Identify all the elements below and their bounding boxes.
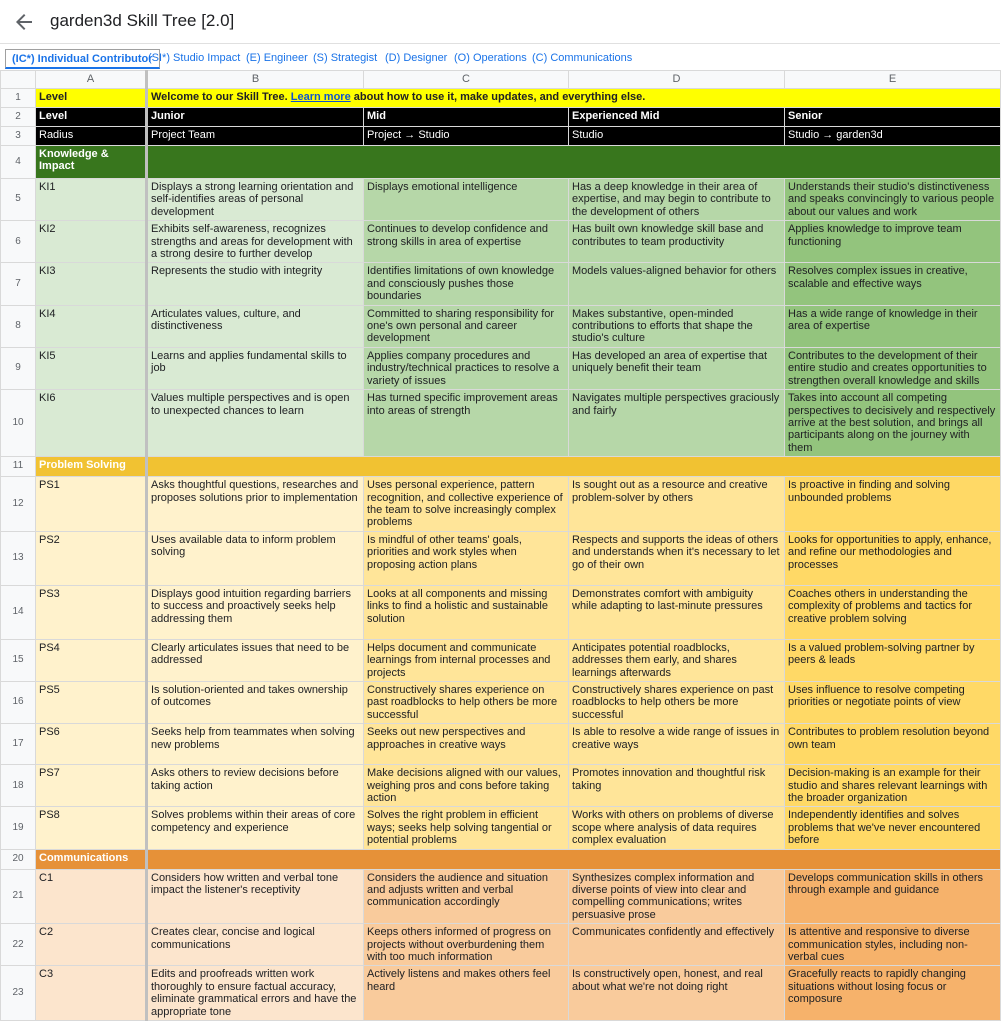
cell-level-label[interactable]: Level xyxy=(36,89,147,108)
row-number[interactable]: 8 xyxy=(1,305,36,347)
cell-junior[interactable]: Edits and proofreads written work thoroughly to ensure factual accuracy, eliminate grammatical errors and have the appropriate tone xyxy=(147,966,364,1021)
cell-junior[interactable]: Considers how written and verbal tone impact the listener's receptivity xyxy=(147,869,364,924)
row-number[interactable]: 12 xyxy=(1,477,36,532)
cell-junior[interactable]: Articulates values, culture, and distinctiveness xyxy=(147,305,364,347)
cell-senior[interactable]: Coaches others in understanding the complexity of problems and tactics for creative problem solving xyxy=(785,585,1001,639)
cell-experienced-mid[interactable]: Anticipates potential roadblocks, addresses them early, and shares learnings afterwards xyxy=(569,639,785,681)
cell-skill-id[interactable]: KI1 xyxy=(36,179,147,221)
cell-experienced-mid[interactable]: Has a deep knowledge in their area of expertise, and may begin to contribute to the development of others xyxy=(569,179,785,221)
tab-operations[interactable]: (O) Operations xyxy=(454,52,527,64)
cell-mid[interactable]: Keeps others informed of progress on projects without overburdening them with too much information xyxy=(364,924,569,966)
row-number[interactable]: 7 xyxy=(1,263,36,305)
cell-mid[interactable]: Considers the audience and situation and adjusts written and verbal communication accordingly xyxy=(364,869,569,924)
cell-experienced-mid[interactable]: Navigates multiple perspectives graciously and fairly xyxy=(569,390,785,457)
cell-experienced-mid[interactable]: Respects and supports the ideas of others and understands when it's necessary to let go of their own xyxy=(569,531,785,585)
table-row xyxy=(1,347,1001,389)
cell-mid[interactable]: Is mindful of other teams' goals, priorities and work styles when proposing action plans xyxy=(364,531,569,585)
tab-engineer[interactable]: (E) Engineer xyxy=(246,52,308,64)
column-header-e[interactable]: E xyxy=(785,71,1001,89)
section-problem-solving[interactable]: Problem Solving xyxy=(36,457,147,477)
table-row xyxy=(1,305,1001,347)
cell-skill-id[interactable]: KI5 xyxy=(36,347,147,389)
row-number[interactable]: 16 xyxy=(1,681,36,723)
table-row xyxy=(1,127,1001,146)
cell-senior[interactable]: Contributes to problem resolution beyond own team xyxy=(785,724,1001,765)
cell-senior[interactable]: Contributes to the development of their entire studio and creates opportunities to strengthen overall knowledge and skills xyxy=(785,347,1001,389)
cell-experienced-mid[interactable]: Has developed an area of expertise that uniquely benefit their team xyxy=(569,347,785,389)
cell-mid[interactable]: Constructively shares experience on past roadblocks to help others be more successful xyxy=(364,681,569,723)
section-fill[interactable] xyxy=(147,849,1001,869)
table-row xyxy=(1,221,1001,263)
row-number[interactable]: 15 xyxy=(1,639,36,681)
table-row xyxy=(1,639,1001,681)
table-row xyxy=(1,869,1001,924)
cell-mid[interactable]: Helps document and communicate learnings from internal processes and projects xyxy=(364,639,569,681)
column-header-c[interactable]: C xyxy=(364,71,569,89)
cell-junior[interactable]: Asks thoughtful questions, researches and proposes solutions prior to implementation xyxy=(147,477,364,532)
row-number[interactable]: 13 xyxy=(1,531,36,585)
cell-experienced-mid[interactable]: Synthesizes complex information and diverse points of view into clear and compelling communications; writes persuasive prose xyxy=(569,869,785,924)
cell-mid[interactable]: Identifies limitations of own knowledge and consciously pushes those boundaries xyxy=(364,263,569,305)
cell-skill-id[interactable]: PS8 xyxy=(36,807,147,849)
cell-senior[interactable]: Is attentive and responsive to diverse communication styles, including non-verbal cues xyxy=(785,924,1001,966)
table-row xyxy=(1,724,1001,765)
row-number[interactable]: 6 xyxy=(1,221,36,263)
row-number[interactable]: 5 xyxy=(1,179,36,221)
cell-skill-id[interactable]: PS4 xyxy=(36,639,147,681)
row-number[interactable]: 23 xyxy=(1,966,36,1021)
row-number[interactable]: 9 xyxy=(1,347,36,389)
cell-skill-id[interactable]: C3 xyxy=(36,966,147,1021)
cell-mid[interactable]: Continues to develop confidence and strong skills in area of expertise xyxy=(364,221,569,263)
cell-senior[interactable]: Develops communication skills in others through example and guidance xyxy=(785,869,1001,924)
cell-senior[interactable]: Decision-making is an example for their studio and shares relevant learnings with the broader organization xyxy=(785,765,1001,807)
cell-senior[interactable]: Looks for opportunities to apply, enhance, and refine our methodologies and processes xyxy=(785,531,1001,585)
cell-mid[interactable]: Solves the right problem in efficient ways; seeks help solving tangential or potential problems xyxy=(364,807,569,849)
welcome-cell[interactable] xyxy=(147,89,1001,108)
cell-radius-junior[interactable]: Project Team xyxy=(147,127,364,146)
table-row xyxy=(1,263,1001,305)
cell-junior[interactable]: Junior xyxy=(147,108,364,127)
column-header-b[interactable]: B xyxy=(147,71,364,89)
cell-mid[interactable]: Has turned specific improvement areas into areas of strength xyxy=(364,390,569,457)
cell-skill-id[interactable]: PS5 xyxy=(36,681,147,723)
row-number[interactable]: 21 xyxy=(1,869,36,924)
cell-experienced-mid[interactable]: Models values-aligned behavior for others xyxy=(569,263,785,305)
row-number[interactable]: 19 xyxy=(1,807,36,849)
table-row xyxy=(1,390,1001,457)
table-row xyxy=(1,477,1001,532)
column-header-row xyxy=(1,71,1001,89)
cell-junior[interactable]: Creates clear, concise and logical communications xyxy=(147,924,364,966)
section-communications[interactable]: Communications xyxy=(36,849,147,869)
row-number[interactable]: 1 xyxy=(1,89,36,108)
cell-radius-mid[interactable]: Project → Studio xyxy=(364,127,569,146)
table-row xyxy=(1,108,1001,127)
cell-mid[interactable]: Uses personal experience, pattern recognition, and collective experience of the team to solve increasingly complex problems xyxy=(364,477,569,532)
row-number[interactable]: 10 xyxy=(1,390,36,457)
row-number[interactable]: 3 xyxy=(1,127,36,146)
section-header-row xyxy=(1,457,1001,477)
tab-studio-impact[interactable]: (SI*) Studio Impact xyxy=(148,52,241,64)
select-all-corner[interactable] xyxy=(1,71,36,89)
cell-experienced-mid[interactable]: Promotes innovation and thoughtful risk taking xyxy=(569,765,785,807)
cell-mid[interactable]: Make decisions aligned with our values, weighing pros and cons before taking action xyxy=(364,765,569,807)
cell-experienced-mid[interactable]: Works with others on problems of diverse scope where analysis of data requires complex evaluation xyxy=(569,807,785,849)
cell-mid[interactable]: Looks at all components and missing links to find a holistic and sustainable solution xyxy=(364,585,569,639)
table-row xyxy=(1,531,1001,585)
cell-experienced-mid[interactable]: Constructively shares experience on past roadblocks to help others be more successful xyxy=(569,681,785,723)
cell-experienced-mid[interactable]: Demonstrates comfort with ambiguity while adapting to last-minute pressures xyxy=(569,585,785,639)
cell-mid[interactable]: Actively listens and makes others feel heard xyxy=(364,966,569,1021)
back-arrow-icon[interactable] xyxy=(12,10,36,34)
sheet-tab-bar xyxy=(0,46,1000,70)
cell-senior[interactable]: Independently identifies and solves problems that we've never encountered before xyxy=(785,807,1001,849)
row-number[interactable]: 17 xyxy=(1,724,36,765)
cell-junior[interactable]: Exhibits self-awareness, recognizes strengths and areas for development with a strong desire to further develop xyxy=(147,221,364,263)
cell-mid[interactable]: Seeks out new perspectives and approaches in creative ways xyxy=(364,724,569,765)
cell-junior[interactable]: Seeks help from teammates when solving new problems xyxy=(147,724,364,765)
cell-junior[interactable]: Values multiple perspectives and is open to unexpected chances to learn xyxy=(147,390,364,457)
cell-experienced-mid[interactable]: Has built own knowledge skill base and contributes to team productivity xyxy=(569,221,785,263)
cell-senior[interactable]: Is a valued problem-solving partner by peers & leads xyxy=(785,639,1001,681)
row-number[interactable]: 11 xyxy=(1,457,36,477)
cell-skill-id[interactable]: KI4 xyxy=(36,305,147,347)
cell-skill-id[interactable]: KI3 xyxy=(36,263,147,305)
cell-level[interactable]: Level xyxy=(36,108,147,127)
row-number[interactable]: 20 xyxy=(1,849,36,869)
cell-senior[interactable]: Is proactive in finding and solving unbounded problems xyxy=(785,477,1001,532)
cell-experienced-mid[interactable]: Is sought out as a resource and creative problem-solver by others xyxy=(569,477,785,532)
cell-junior[interactable]: Asks others to review decisions before taking action xyxy=(147,765,364,807)
cell-junior[interactable]: Solves problems within their areas of core competency and experience xyxy=(147,807,364,849)
table-row xyxy=(1,179,1001,221)
table-row xyxy=(1,924,1001,966)
spreadsheet-grid[interactable] xyxy=(0,70,1000,1018)
cell-skill-id[interactable]: PS7 xyxy=(36,765,147,807)
skill-tree-table xyxy=(0,70,1001,1021)
tab-strategist[interactable]: (S) Strategist xyxy=(313,52,378,64)
cell-senior[interactable]: Applies knowledge to improve team functioning xyxy=(785,221,1001,263)
column-header-d[interactable]: D xyxy=(569,71,785,89)
row-number[interactable]: 18 xyxy=(1,765,36,807)
cell-mid[interactable]: Displays emotional intelligence xyxy=(364,179,569,221)
section-fill[interactable] xyxy=(147,146,1001,179)
table-row xyxy=(1,585,1001,639)
cell-skill-id[interactable]: PS6 xyxy=(36,724,147,765)
row-number[interactable]: 2 xyxy=(1,108,36,127)
cell-mid[interactable]: Mid xyxy=(364,108,569,127)
column-header-a[interactable]: A xyxy=(36,71,147,89)
cell-junior[interactable]: Clearly articulates issues that need to be addressed xyxy=(147,639,364,681)
welcome-text-end: about how to use it, make updates, and everything else. xyxy=(350,91,646,103)
app-header xyxy=(0,0,1000,44)
tab-individual-contributor[interactable]: (IC*) Individual Contributor xyxy=(5,49,160,69)
row-number[interactable]: 22 xyxy=(1,924,36,966)
cell-radius-experienced-mid[interactable]: Studio xyxy=(569,127,785,146)
cell-experienced-mid[interactable]: Experienced Mid xyxy=(569,108,785,127)
section-header-row xyxy=(1,146,1001,179)
table-row xyxy=(1,681,1001,723)
cell-junior[interactable]: Displays good intuition regarding barriers to success and proactively seeks help addressing them xyxy=(147,585,364,639)
cell-experienced-mid[interactable]: Communicates confidently and effectively xyxy=(569,924,785,966)
cell-radius-senior[interactable]: Studio → garden3d xyxy=(785,127,1001,146)
table-row xyxy=(1,966,1001,1021)
tab-communications[interactable]: (C) Communications xyxy=(532,52,633,64)
cell-skill-id[interactable]: C2 xyxy=(36,924,147,966)
cell-senior[interactable]: Takes into account all competing perspectives to decisively and respectively arrive at the best solution, and brings all participants along on the journey with them xyxy=(785,390,1001,457)
welcome-text: Welcome to our Skill Tree. xyxy=(151,91,291,103)
cell-senior[interactable]: Has a wide range of knowledge in their area of expertise xyxy=(785,305,1001,347)
cell-junior[interactable]: Uses available data to inform problem solving xyxy=(147,531,364,585)
document-title: garden3d Skill Tree [2.0] xyxy=(50,11,235,30)
cell-skill-id[interactable]: PS1 xyxy=(36,477,147,532)
table-row xyxy=(1,89,1001,108)
cell-experienced-mid[interactable]: Is constructively open, honest, and real about what we're not doing right xyxy=(569,966,785,1021)
learn-more-link[interactable]: Learn more xyxy=(290,91,351,103)
cell-mid[interactable]: Committed to sharing responsibility for one's own personal and career development xyxy=(364,305,569,347)
cell-junior[interactable]: Represents the studio with integrity xyxy=(147,263,364,305)
cell-skill-id[interactable]: PS2 xyxy=(36,531,147,585)
row-number[interactable]: 4 xyxy=(1,146,36,179)
cell-senior[interactable]: Senior xyxy=(785,108,1001,127)
cell-senior[interactable]: Understands their studio's distinctiveness and speaks convincingly to various people about our values and work xyxy=(785,179,1001,221)
cell-experienced-mid[interactable]: Makes substantive, open-minded contributions to efforts that shape the studio's culture xyxy=(569,305,785,347)
cell-junior[interactable]: Learns and applies fundamental skills to job xyxy=(147,347,364,389)
cell-skill-id[interactable]: PS3 xyxy=(36,585,147,639)
table-row xyxy=(1,807,1001,849)
section-fill[interactable] xyxy=(147,457,1001,477)
cell-mid[interactable]: Applies company procedures and industry/technical practices to resolve a variety of issues xyxy=(364,347,569,389)
cell-senior[interactable]: Gracefully reacts to rapidly changing situations without losing focus or composure xyxy=(785,966,1001,1021)
cell-junior[interactable]: Displays a strong learning orientation and self-identifies areas of personal development xyxy=(147,179,364,221)
cell-experienced-mid[interactable]: Is able to resolve a wide range of issues in creative ways xyxy=(569,724,785,765)
section-header-row xyxy=(1,849,1001,869)
cell-skill-id[interactable]: KI2 xyxy=(36,221,147,263)
cell-senior[interactable]: Uses influence to resolve competing priorities or negotiate points of view xyxy=(785,681,1001,723)
table-row xyxy=(1,765,1001,807)
tab-designer[interactable]: (D) Designer xyxy=(385,52,448,64)
cell-skill-id[interactable]: KI6 xyxy=(36,390,147,457)
cell-skill-id[interactable]: C1 xyxy=(36,869,147,924)
row-number[interactable]: 14 xyxy=(1,585,36,639)
cell-radius[interactable]: Radius xyxy=(36,127,147,146)
section-knowledge-impact[interactable]: Knowledge & Impact xyxy=(36,146,147,179)
cell-senior[interactable]: Resolves complex issues in creative, scalable and effective ways xyxy=(785,263,1001,305)
cell-junior[interactable]: Is solution-oriented and takes ownership of outcomes xyxy=(147,681,364,723)
